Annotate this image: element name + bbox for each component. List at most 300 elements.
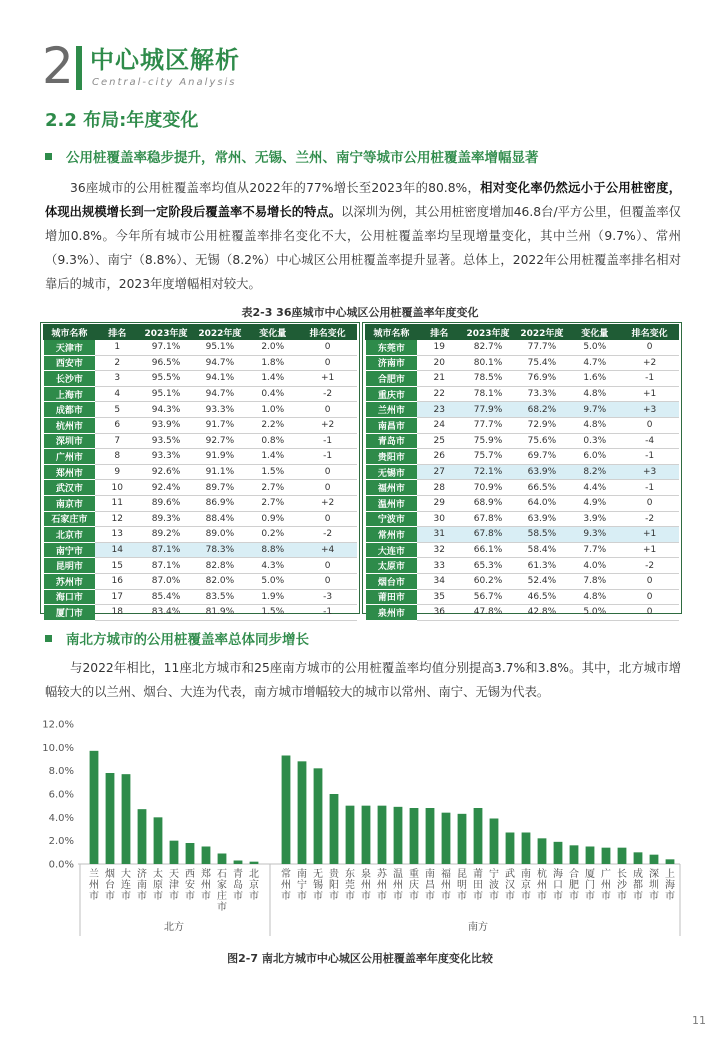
table-row xyxy=(44,605,357,621)
x-tick-label: 市 xyxy=(537,891,547,902)
table-cell: 1.9% xyxy=(247,589,299,605)
x-tick-label: 田 xyxy=(473,880,483,891)
table-cell: 7.8% xyxy=(569,573,621,589)
table-cell: -2 xyxy=(299,527,357,543)
table-cell: 0 xyxy=(621,495,679,511)
page-number: 11 xyxy=(692,1014,706,1027)
table-cell: 73.3% xyxy=(515,386,569,402)
table-cell: -1 xyxy=(621,371,679,387)
table-cell: 97.1% xyxy=(139,340,193,356)
table-cell: 15 xyxy=(95,558,139,574)
table-cell: 7.7% xyxy=(569,542,621,558)
paragraph-1-bold: 相对变化率仍然远小于公用桩密度，体现出规模增长到一定阶段后覆盖率不易增长的特点。 xyxy=(45,181,681,219)
city-cell: 太原市 xyxy=(366,558,418,574)
table-cell: 95.1% xyxy=(139,386,193,402)
table-cell: 70.9% xyxy=(461,480,515,496)
table-cell: 28 xyxy=(417,480,461,496)
table-cell: +3 xyxy=(621,464,679,480)
table-cell: 27 xyxy=(417,464,461,480)
table-row xyxy=(366,355,679,371)
chart-caption: 图2-7 南北方城市中心城区公用桩覆盖率年度变化比较 xyxy=(227,952,493,965)
x-tick-label: 市 xyxy=(169,891,179,902)
table-row xyxy=(44,433,357,449)
table-row xyxy=(44,371,357,387)
group-label: 南方 xyxy=(468,922,488,933)
table-cell: 86.9% xyxy=(193,495,247,511)
x-tick-label: 市 xyxy=(217,902,227,913)
city-cell: 贵阳市 xyxy=(366,449,418,465)
x-tick-label: 市 xyxy=(121,891,131,902)
x-tick-label: 莞 xyxy=(345,880,355,891)
subheading-1-text: 公用桩覆盖率稳步提升，常州、无锡、兰州、南宁等城市公用桩覆盖率增幅显著 xyxy=(66,150,539,166)
table-cell: 75.4% xyxy=(515,355,569,371)
table-row xyxy=(366,371,679,387)
table-cell: -2 xyxy=(299,386,357,402)
table-cell: 83.4% xyxy=(139,605,193,621)
x-tick-label: 安 xyxy=(185,880,195,891)
table-cell: 2 xyxy=(95,355,139,371)
table-cell: +1 xyxy=(299,371,357,387)
y-tick-label: 10.0% xyxy=(42,742,74,754)
table-cell: 94.7% xyxy=(193,386,247,402)
table-cell: 63.9% xyxy=(515,464,569,480)
x-tick-label: 锡 xyxy=(313,880,323,891)
table-cell: 52.4% xyxy=(515,573,569,589)
bar xyxy=(618,848,627,864)
bar xyxy=(410,808,419,864)
table-cell: 0 xyxy=(621,589,679,605)
city-cell: 泉州市 xyxy=(366,605,418,621)
city-cell: 海口市 xyxy=(44,589,96,605)
table-cell: 91.9% xyxy=(193,449,247,465)
table-cell: 25 xyxy=(417,433,461,449)
bar xyxy=(634,852,643,864)
bar xyxy=(538,838,547,864)
table-cell: 9 xyxy=(95,464,139,480)
table-cell: 4.7% xyxy=(569,355,621,371)
x-tick-label: 都 xyxy=(633,880,643,891)
paragraph-2: 与2022年相比，11座北方城市和25座南方城市的公用桩覆盖率均值分别提高3.7%和3.8%。其中，北方城市增幅较大的以兰州、烟台、大连为代表，南方城市增幅较大的城市以常州、南宁、无锡为代表。 xyxy=(45,661,681,699)
table-row xyxy=(44,386,357,402)
table-cell: 30 xyxy=(417,511,461,527)
table-cell: +1 xyxy=(621,386,679,402)
x-tick-label: 昆 xyxy=(457,869,467,880)
x-tick-label: 济 xyxy=(137,869,147,880)
bar xyxy=(570,845,579,864)
city-cell: 郑州市 xyxy=(44,464,96,480)
table-row xyxy=(366,417,679,433)
table-row xyxy=(44,558,357,574)
x-tick-label: 宁 xyxy=(297,880,307,891)
table-cell: 77.9% xyxy=(461,402,515,418)
city-cell: 合肥市 xyxy=(366,371,418,387)
table-cell: 82.0% xyxy=(193,573,247,589)
table-header-cell: 2022年度 xyxy=(193,325,247,340)
table-cell: 6.0% xyxy=(569,449,621,465)
x-tick-label: 贵 xyxy=(329,869,339,880)
y-tick-label: 12.0% xyxy=(42,719,74,731)
table-cell: 0 xyxy=(299,402,357,418)
table-cell: 0 xyxy=(621,605,679,621)
city-cell: 济南市 xyxy=(366,355,418,371)
table-header-cell: 城市名称 xyxy=(44,325,96,340)
table-cell: 67.8% xyxy=(461,527,515,543)
city-cell: 杭州市 xyxy=(44,417,96,433)
table-cell: 91.7% xyxy=(193,417,247,433)
table-row xyxy=(366,449,679,465)
x-tick-label: 岛 xyxy=(233,880,243,891)
x-tick-label: 汉 xyxy=(505,880,515,891)
x-tick-label: 厦 xyxy=(585,869,595,880)
table-cell: 42.8% xyxy=(515,605,569,621)
table-cell: 0 xyxy=(299,511,357,527)
group-label: 北方 xyxy=(164,922,184,933)
table-cell: 82.7% xyxy=(461,340,515,356)
city-cell: 兰州市 xyxy=(366,402,418,418)
x-tick-label: 杭 xyxy=(537,869,547,880)
table-cell: -2 xyxy=(621,511,679,527)
x-tick-label: 庄 xyxy=(217,891,227,902)
bar xyxy=(170,841,179,864)
x-tick-label: 市 xyxy=(137,891,147,902)
x-tick-label: 市 xyxy=(361,891,371,902)
table-cell: +1 xyxy=(621,527,679,543)
city-cell: 常州市 xyxy=(366,527,418,543)
x-tick-label: 市 xyxy=(521,891,531,902)
bar xyxy=(378,806,387,864)
table-cell: +3 xyxy=(621,402,679,418)
x-tick-label: 广 xyxy=(601,869,611,880)
bar xyxy=(602,848,611,864)
x-tick-label: 州 xyxy=(601,880,611,891)
x-tick-label: 州 xyxy=(441,880,451,891)
table-row xyxy=(366,542,679,558)
x-tick-label: 原 xyxy=(153,880,163,891)
table-cell: 9.3% xyxy=(569,527,621,543)
table-cell: 68.9% xyxy=(461,495,515,511)
x-tick-label: 北 xyxy=(249,869,259,880)
table-cell: -1 xyxy=(299,449,357,465)
city-cell: 无锡市 xyxy=(366,464,418,480)
table-cell: 64.0% xyxy=(515,495,569,511)
x-tick-label: 重 xyxy=(409,869,419,880)
bar xyxy=(154,817,163,864)
x-tick-label: 海 xyxy=(665,880,675,891)
table-row xyxy=(366,433,679,449)
table-header-cell: 2022年度 xyxy=(515,325,569,340)
paragraph-1-c: 以深圳为例，其公用桩密度增加46.8台/平方公里，但覆盖率仅增加0.8%。今年所有城市公用桩覆盖率排名变化不大，公用桩覆盖率均呈现增量变化，其中兰州（9.7%）、常州（9.3%）、南宁（8.8%）、无锡（8.2%）中心城区公用桩覆盖率提升显著。总体上，2022年公用桩覆盖率排名相对靠后的城市，2023年度增幅相对较大。 xyxy=(45,205,681,291)
bar xyxy=(458,814,467,864)
x-tick-label: 市 xyxy=(601,891,611,902)
table-cell: -1 xyxy=(621,449,679,465)
table-row xyxy=(44,589,357,605)
x-tick-label: 圳 xyxy=(649,880,659,891)
x-tick-label: 市 xyxy=(201,891,211,902)
x-tick-label: 石 xyxy=(217,869,227,880)
table-cell: 95.1% xyxy=(193,340,247,356)
table-cell: 7 xyxy=(95,433,139,449)
table-caption: 表2-3 36座城市中心城区公用桩覆盖率年度变化 xyxy=(241,306,479,319)
bar xyxy=(394,807,403,864)
section-title: 2.2 布局:年度变化 xyxy=(45,110,199,131)
x-tick-label: 市 xyxy=(633,891,643,902)
table-cell: 0 xyxy=(621,340,679,356)
table-cell: 93.5% xyxy=(139,433,193,449)
table-row xyxy=(366,589,679,605)
table-cell: 29 xyxy=(417,495,461,511)
x-tick-label: 明 xyxy=(457,880,467,891)
table-cell: 68.2% xyxy=(515,402,569,418)
table-cell: 36 xyxy=(417,605,461,621)
table-cell: 10 xyxy=(95,480,139,496)
x-tick-label: 市 xyxy=(329,891,339,902)
table-cell: 89.0% xyxy=(193,527,247,543)
x-tick-label: 市 xyxy=(585,891,595,902)
x-tick-label: 烟 xyxy=(105,869,115,880)
city-cell: 温州市 xyxy=(366,495,418,511)
x-tick-label: 泉 xyxy=(361,869,371,880)
table-cell: 91.1% xyxy=(193,464,247,480)
table-cell: 56.7% xyxy=(461,589,515,605)
chapter-title: 中心城区解析 xyxy=(90,46,240,74)
table-header-cell: 排名变化 xyxy=(299,325,357,340)
table-cell: 77.7% xyxy=(515,340,569,356)
city-cell: 成都市 xyxy=(44,402,96,418)
x-tick-label: 市 xyxy=(393,891,403,902)
table-cell: 67.8% xyxy=(461,511,515,527)
y-tick-label: 0.0% xyxy=(48,859,74,871)
table-cell: 60.2% xyxy=(461,573,515,589)
table-cell: 1.5% xyxy=(247,464,299,480)
table-header-cell: 变化量 xyxy=(247,325,299,340)
table-cell: 20 xyxy=(417,355,461,371)
x-tick-label: 无 xyxy=(313,869,323,880)
bar xyxy=(250,862,259,864)
x-tick-label: 市 xyxy=(553,891,563,902)
table-cell: 81.9% xyxy=(193,605,247,621)
city-cell: 厦门市 xyxy=(44,605,96,621)
x-tick-label: 常 xyxy=(281,869,291,880)
table-row xyxy=(366,386,679,402)
table-row xyxy=(366,495,679,511)
x-tick-label: 市 xyxy=(105,891,115,902)
x-tick-label: 南 xyxy=(297,869,307,880)
table-row xyxy=(44,417,357,433)
table-cell: 12 xyxy=(95,511,139,527)
x-tick-label: 市 xyxy=(297,891,307,902)
table-cell: 5.0% xyxy=(247,573,299,589)
x-tick-label: 市 xyxy=(505,891,515,902)
x-tick-label: 连 xyxy=(121,880,131,891)
x-tick-label: 京 xyxy=(249,880,259,891)
table-cell: 88.4% xyxy=(193,511,247,527)
table-row xyxy=(44,464,357,480)
bar xyxy=(650,855,659,864)
x-tick-label: 市 xyxy=(649,891,659,902)
bar xyxy=(362,806,371,864)
table-cell: 22 xyxy=(417,386,461,402)
table-row xyxy=(44,542,357,558)
table-cell: 0.4% xyxy=(247,386,299,402)
bar xyxy=(522,833,531,865)
table-cell: 83.5% xyxy=(193,589,247,605)
table-cell: 14 xyxy=(95,542,139,558)
table-cell: 11 xyxy=(95,495,139,511)
table-cell: 92.4% xyxy=(139,480,193,496)
bar xyxy=(90,751,99,864)
table-cell: 0 xyxy=(299,340,357,356)
table-row xyxy=(44,573,357,589)
table-cell: 9.7% xyxy=(569,402,621,418)
bar xyxy=(314,768,323,864)
table-header-cell: 排名 xyxy=(95,325,139,340)
table-cell: 1.8% xyxy=(247,355,299,371)
bar xyxy=(282,756,291,865)
table-cell: +4 xyxy=(299,542,357,558)
x-tick-label: 南 xyxy=(137,880,147,891)
bar xyxy=(474,808,483,864)
table-cell: 1.6% xyxy=(569,371,621,387)
city-cell: 青岛市 xyxy=(366,433,418,449)
city-cell: 武汉市 xyxy=(44,480,96,496)
table-cell: 0 xyxy=(621,573,679,589)
city-cell: 天津市 xyxy=(44,340,96,356)
subheading-1 xyxy=(45,146,539,166)
city-cell: 西安市 xyxy=(44,355,96,371)
table-cell: 0 xyxy=(299,558,357,574)
table-cell: 19 xyxy=(417,340,461,356)
table-cell: 0 xyxy=(299,464,357,480)
table-cell: 78.1% xyxy=(461,386,515,402)
table-cell: 0 xyxy=(299,355,357,371)
chapter-number: 2 xyxy=(42,37,74,95)
chapter-subtitle: Central-city Analysis xyxy=(92,77,237,88)
table-header-cell: 排名 xyxy=(417,325,461,340)
table-cell: +2 xyxy=(299,495,357,511)
table-row xyxy=(366,573,679,589)
x-tick-label: 京 xyxy=(521,880,531,891)
x-tick-label: 市 xyxy=(345,891,355,902)
subheading-2-text: 南北方城市的公用桩覆盖率总体同步增长 xyxy=(66,632,309,648)
y-tick-label: 6.0% xyxy=(48,789,74,801)
table-cell: 23 xyxy=(417,402,461,418)
table-cell: 89.2% xyxy=(139,527,193,543)
x-tick-label: 市 xyxy=(249,891,259,902)
x-tick-label: 台 xyxy=(105,880,115,891)
x-tick-label: 南 xyxy=(521,869,531,880)
table-cell: 18 xyxy=(95,605,139,621)
table-cell: 61.3% xyxy=(515,558,569,574)
table-cell: 4.0% xyxy=(569,558,621,574)
x-tick-label: 莆 xyxy=(473,869,483,880)
x-tick-label: 温 xyxy=(393,869,403,880)
table-row xyxy=(44,495,357,511)
table-row xyxy=(366,527,679,543)
x-tick-label: 市 xyxy=(665,891,675,902)
table-cell: 2.7% xyxy=(247,480,299,496)
table-cell: 5 xyxy=(95,402,139,418)
bar xyxy=(138,809,147,864)
bar xyxy=(106,773,115,864)
table-cell: 89.7% xyxy=(193,480,247,496)
table-cell: 93.9% xyxy=(139,417,193,433)
table-cell: 78.3% xyxy=(193,542,247,558)
x-tick-label: 市 xyxy=(569,891,579,902)
x-tick-label: 市 xyxy=(313,891,323,902)
table-cell: 94.3% xyxy=(139,402,193,418)
x-tick-label: 波 xyxy=(489,880,499,891)
table-cell: 16 xyxy=(95,573,139,589)
table-cell: 92.7% xyxy=(193,433,247,449)
table-row xyxy=(44,402,357,418)
city-cell: 南京市 xyxy=(44,495,96,511)
table-cell: 0 xyxy=(621,417,679,433)
table-cell: 8.8% xyxy=(247,542,299,558)
table-cell: 93.3% xyxy=(193,402,247,418)
table-cell: 1.4% xyxy=(247,449,299,465)
bullet-square-icon xyxy=(45,635,52,642)
table-cell: 31 xyxy=(417,527,461,543)
x-tick-label: 天 xyxy=(169,869,179,880)
table-cell: 6 xyxy=(95,417,139,433)
table-cell: 87.1% xyxy=(139,558,193,574)
table-cell: 0.8% xyxy=(247,433,299,449)
city-cell: 莆田市 xyxy=(366,589,418,605)
table-cell: 8.2% xyxy=(569,464,621,480)
table-cell: 89.3% xyxy=(139,511,193,527)
table-row xyxy=(366,340,679,356)
table-cell: 93.3% xyxy=(139,449,193,465)
x-tick-label: 海 xyxy=(553,869,563,880)
x-tick-label: 西 xyxy=(185,869,195,880)
bar xyxy=(122,774,131,864)
table-cell: 1 xyxy=(95,340,139,356)
table-cell: 24 xyxy=(417,417,461,433)
table-cell: 2.0% xyxy=(247,340,299,356)
table-cell: 63.9% xyxy=(515,511,569,527)
x-tick-label: 市 xyxy=(89,891,99,902)
x-tick-label: 州 xyxy=(201,880,211,891)
x-tick-label: 州 xyxy=(377,880,387,891)
x-tick-label: 州 xyxy=(89,880,99,891)
table-cell: 33 xyxy=(417,558,461,574)
x-tick-label: 武 xyxy=(505,869,515,880)
x-tick-label: 合 xyxy=(569,869,579,880)
city-cell: 重庆市 xyxy=(366,386,418,402)
x-tick-label: 沙 xyxy=(617,880,627,891)
table-cell: 0 xyxy=(299,480,357,496)
table-row xyxy=(44,340,357,356)
table-header-cell: 2023年度 xyxy=(461,325,515,340)
subheading-2 xyxy=(45,628,309,648)
table-cell: 35 xyxy=(417,589,461,605)
city-cell: 广州市 xyxy=(44,449,96,465)
table-cell: 69.7% xyxy=(515,449,569,465)
x-tick-label: 市 xyxy=(441,891,451,902)
table-cell: 3.9% xyxy=(569,511,621,527)
bar xyxy=(346,806,355,864)
x-tick-label: 青 xyxy=(233,869,243,880)
city-cell: 深圳市 xyxy=(44,433,96,449)
x-tick-label: 口 xyxy=(553,880,563,891)
y-tick-label: 8.0% xyxy=(48,766,74,778)
table-cell: 96.5% xyxy=(139,355,193,371)
table-cell: 5.0% xyxy=(569,340,621,356)
table-cell: 13 xyxy=(95,527,139,543)
x-tick-label: 上 xyxy=(665,869,675,880)
table-cell: +2 xyxy=(621,355,679,371)
city-cell: 东莞市 xyxy=(366,340,418,356)
